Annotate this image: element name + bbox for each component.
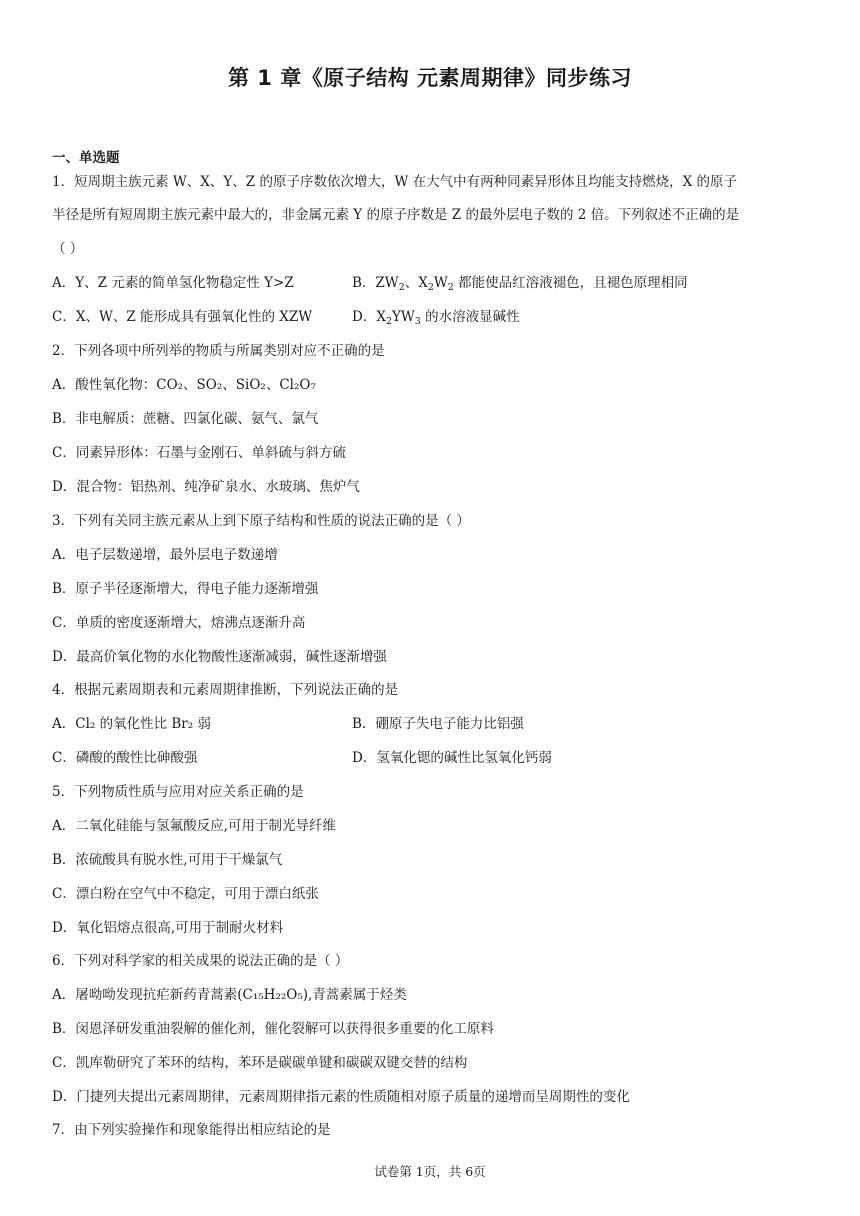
question-6-option-b: B．闵恩泽研发重油裂解的催化剂，催化裂解可以获得很多重要的化工原料: [52, 1021, 494, 1037]
question-1-option-d: D．$X_2YW_3$ 的水溶液显碱性: [352, 309, 520, 327]
question-5-option-c: C．漂白粉在空气中不稳定，可用于漂白纸张: [52, 886, 319, 902]
question-1-option-c: C．X、W、Z 能形成具有强氧化性的 XZW: [52, 309, 313, 325]
question-3-option-d: D．最高价氧化物的水化物酸性逐渐减弱，碱性逐渐增强: [52, 649, 387, 665]
question-6-option-c: C．凯库勒研究了苯环的结构，苯环是碳碳单键和碳碳双键交替的结构: [52, 1055, 468, 1071]
question-5-option-d: D．氧化铝熔点很高,可用于制耐火材料: [52, 920, 284, 936]
question-2-option-d: D．混合物：铝热剂、纯净矿泉水、水玻璃、焦炉气: [52, 479, 360, 495]
question-3-stem: 3．下列有关同主族元素从上到下原子结构和性质的说法正确的是（ ）: [52, 513, 470, 529]
question-4-option-a: A．Cl₂ 的氧化性比 Br₂ 弱: [52, 716, 211, 732]
question-1-stem-line-2: 半径是所有短周期主族元素中最大的，非金属元素 Y 的原子序数是 Z 的最外层电子数的 2 倍。下列叙述不正确的是: [52, 207, 740, 223]
question-5-option-a: A．二氧化硅能与氢氟酸反应,可用于制光导纤维: [52, 818, 337, 834]
question-1-stem-line-3: （ ）: [52, 241, 84, 257]
section-heading: 一、单选题: [52, 150, 120, 166]
question-5-stem: 5．下列物质性质与应用对应关系正确的是: [52, 784, 304, 800]
page-title: 第 1 章《原子结构 元素周期律》同步练习: [227, 66, 633, 90]
question-1-option-b: B．$ZW_2$、$X_2W_2$ 都能使品红溶液褪色，且褪色原理相同: [352, 275, 688, 293]
question-2-option-c: C．同素异形体：石墨与金刚石、单斜硫与斜方硫: [52, 445, 346, 461]
question-4-option-c: C．磷酸的酸性比砷酸强: [52, 750, 198, 766]
question-5-option-b: B．浓硫酸具有脱水性,可用于干燥氯气: [52, 852, 283, 868]
question-4-stem: 4．根据元素周期表和元素周期律推断，下列说法正确的是: [52, 682, 399, 698]
question-7-stem: 7．由下列实验操作和现象能得出相应结论的是: [52, 1122, 331, 1138]
question-4-option-d: D．氢氧化锶的碱性比氢氧化钙弱: [352, 750, 552, 766]
question-4-option-b: B．硼原子失电子能力比铝强: [352, 716, 524, 732]
question-2-option-b: B．非电解质：蔗糖、四氯化碳、氨气、氯气: [52, 411, 319, 427]
question-1-option-a: A．Y、Z 元素的简单氢化物稳定性 Y>Z: [52, 275, 294, 291]
page-footer: 试卷第 1页，共 6页: [374, 1164, 486, 1179]
question-3-option-c: C．单质的密度逐渐增大，熔沸点逐渐升高: [52, 615, 306, 631]
question-2-option-a: A．酸性氧化物：CO₂、SO₂、SiO₂、Cl₂O₇: [52, 377, 316, 393]
question-6-option-d: D．门捷列夫提出元素周期律，元素周期律指元素的性质随相对原子质量的递增而呈周期性的变化: [52, 1089, 630, 1105]
question-1-stem-line-1: 1．短周期主族元素 W、X、Y、Z 的原子序数依次增大，W 在大气中有两种同素异形体且均能支持燃烧，X 的原子: [52, 174, 738, 190]
question-3-option-a: A．电子层数递增，最外层电子数递增: [52, 547, 278, 563]
question-2-stem: 2．下列各项中所列举的物质与所属类别对应不正确的是: [52, 343, 385, 359]
question-3-option-b: B．原子半径逐渐增大，得电子能力逐渐增强: [52, 581, 319, 597]
question-6-stem: 6．下列对科学家的相关成果的说法正确的是（ ）: [52, 953, 349, 969]
question-6-option-a: A．屠呦呦发现抗疟新药青蒿素(C₁₅H₂₂O₅),青蒿素属于烃类: [52, 987, 407, 1003]
